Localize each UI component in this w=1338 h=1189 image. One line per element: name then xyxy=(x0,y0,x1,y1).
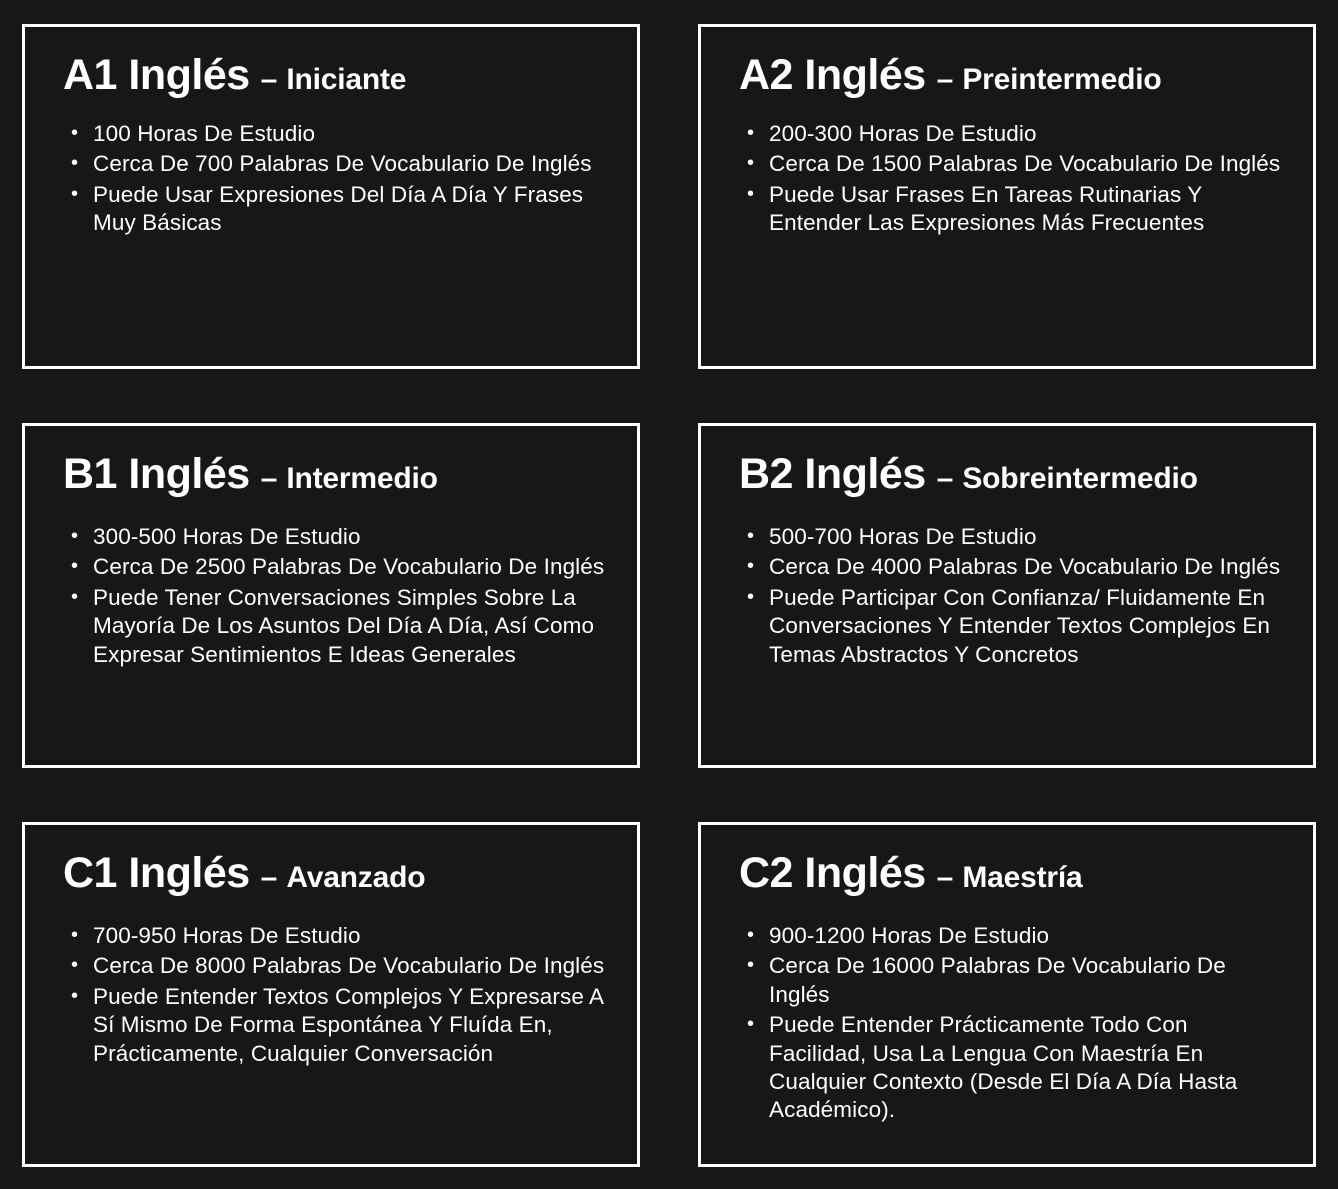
level-subtitle: Maestría xyxy=(962,861,1083,894)
feature-list xyxy=(63,922,611,1070)
level-subtitle: Avanzado xyxy=(286,861,426,894)
level-code: A2 Inglés xyxy=(739,51,926,99)
list-item: • 900-1200 Horas De Estudio xyxy=(739,922,1287,950)
card-title xyxy=(739,452,1287,497)
level-subtitle: Preintermedio xyxy=(962,63,1162,96)
level-subtitle: Intermedio xyxy=(286,462,438,495)
list-item: • Puede Tener Conversaciones Simples Sobre La Mayoría De Los Asuntos Del Día A Día, Así Como Expresar Sentimientos E Ideas Generales xyxy=(63,584,611,669)
card-title xyxy=(63,452,611,497)
level-code: A1 Inglés xyxy=(63,51,250,99)
level-card-b2 xyxy=(698,423,1316,768)
level-card-a1 xyxy=(22,24,640,369)
list-item: • 700-950 Horas De Estudio xyxy=(63,922,611,950)
list-item: • Cerca De 2500 Palabras De Vocabulario De Inglés xyxy=(63,553,611,581)
list-item: • 500-700 Horas De Estudio xyxy=(739,523,1287,551)
list-item: • Cerca De 4000 Palabras De Vocabulario De Inglés xyxy=(739,553,1287,581)
feature-list xyxy=(63,120,611,239)
list-item: • 300-500 Horas De Estudio xyxy=(63,523,611,551)
title-dash: – xyxy=(936,63,954,96)
card-title xyxy=(63,851,611,896)
card-title xyxy=(739,851,1287,896)
title-dash: – xyxy=(260,63,278,96)
level-subtitle: Sobreintermedio xyxy=(962,462,1198,495)
card-title xyxy=(63,53,611,98)
feature-list xyxy=(739,922,1287,1126)
feature-list xyxy=(63,523,611,671)
list-item: • Puede Participar Con Confianza/ Fluidamente En Conversaciones Y Entender Textos Complejos En Temas Abstractos Y Concretos xyxy=(739,584,1287,669)
level-subtitle: Iniciante xyxy=(286,63,407,96)
title-dash: – xyxy=(260,861,278,894)
list-item: • Cerca De 700 Palabras De Vocabulario De Inglés xyxy=(63,150,611,178)
level-card-c2 xyxy=(698,822,1316,1167)
card-title xyxy=(739,53,1287,98)
title-dash: – xyxy=(936,861,954,894)
list-item: • Puede Usar Expresiones Del Día A Día Y Frases Muy Básicas xyxy=(63,181,611,238)
level-code: B1 Inglés xyxy=(63,450,250,498)
level-code: C1 Inglés xyxy=(63,849,250,897)
level-code: C2 Inglés xyxy=(739,849,926,897)
title-dash: – xyxy=(260,462,278,495)
title-dash: – xyxy=(936,462,954,495)
level-card-a2 xyxy=(698,24,1316,369)
list-item: • 200-300 Horas De Estudio xyxy=(739,120,1287,148)
list-item: • 100 Horas De Estudio xyxy=(63,120,611,148)
level-card-b1 xyxy=(22,423,640,768)
list-item: • Puede Usar Frases En Tareas Rutinarias Y Entender Las Expresiones Más Frecuentes xyxy=(739,181,1287,238)
feature-list xyxy=(739,523,1287,671)
list-item: • Puede Entender Prácticamente Todo Con Facilidad, Usa La Lengua Con Maestría En Cualquier Contexto (Desde El Día A Día Hasta Académico). xyxy=(739,1011,1287,1124)
list-item: • Cerca De 8000 Palabras De Vocabulario De Inglés xyxy=(63,952,611,980)
level-card-c1 xyxy=(22,822,640,1167)
feature-list xyxy=(739,120,1287,239)
list-item: • Cerca De 16000 Palabras De Vocabulario De Inglés xyxy=(739,952,1287,1009)
list-item: • Cerca De 1500 Palabras De Vocabulario De Inglés xyxy=(739,150,1287,178)
list-item: • Puede Entender Textos Complejos Y Expresarse A Sí Mismo De Forma Espontánea Y Fluída En, Prácticamente, Cualquier Conversación xyxy=(63,983,611,1068)
level-code: B2 Inglés xyxy=(739,450,926,498)
